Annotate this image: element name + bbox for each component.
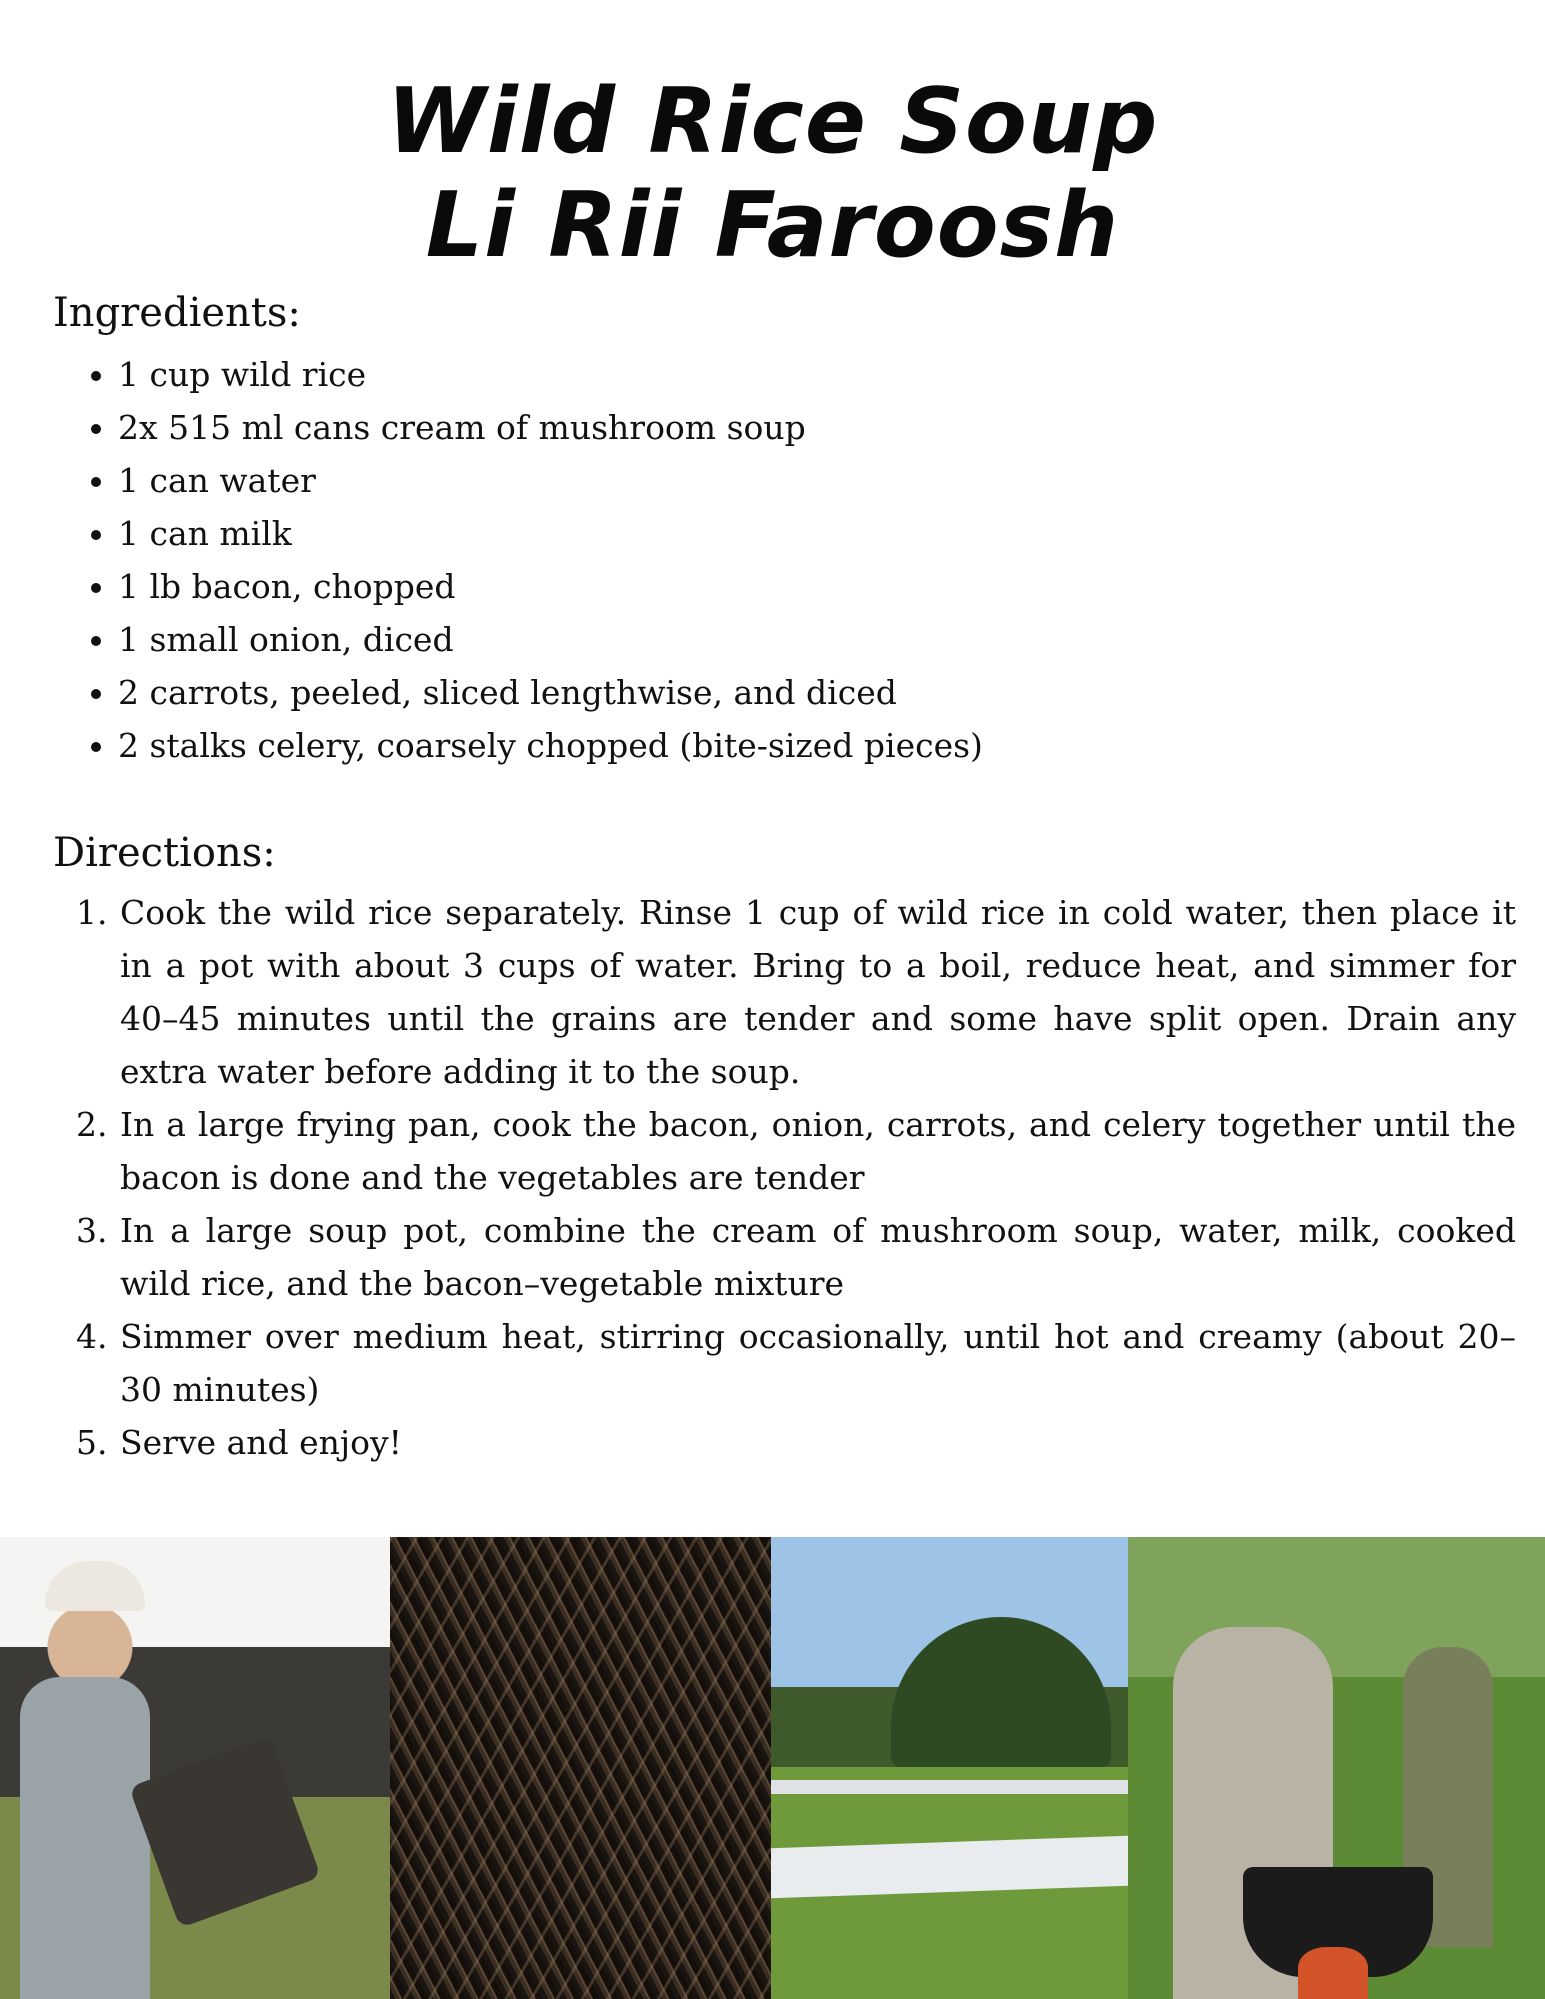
ingredients-heading: Ingredients: (53, 290, 301, 336)
ingredient-item: • 1 can milk (118, 507, 1218, 560)
direction-step: 4. Simmer over medium heat, stirring occasionally, until hot and creamy (about 20–30 minutes) (118, 1310, 1516, 1416)
directions-list (53, 886, 1516, 1469)
ingredient-item: • 1 small onion, diced (118, 613, 1218, 666)
direction-step: 1. Cook the wild rice separately. Rinse 1 cup of wild rice in cold water, then place it in a pot with about 3 cups of water. Bring to a boil, reduce heat, and simmer for 40–45 minutes until the grains are tender and some have split open. Drain any extra water before adding it to the soup. (118, 886, 1516, 1098)
ingredients-list (53, 348, 1218, 772)
directions-heading: Directions: (53, 830, 276, 876)
title-english: Wild Rice Soup (386, 69, 1159, 174)
ingredient-item: • 2 carrots, peeled, sliced lengthwise, and diced (118, 666, 1218, 719)
recipe-title (0, 70, 1545, 278)
ingredient-item: • 2 stalks celery, coarsely chopped (bite-sized pieces) (118, 719, 1218, 772)
photo-men-cooking-rice (1128, 1537, 1545, 1999)
photo-person-figure (20, 1677, 150, 1999)
ingredient-item: • 1 can water (118, 454, 1218, 507)
photo-kettle-figure (129, 1736, 321, 1928)
direction-step: 2. In a large frying pan, cook the bacon, onion, carrots, and celery together until the bacon is done and the vegetables are tender (118, 1098, 1516, 1204)
direction-step: 5. Serve and enjoy! (118, 1416, 1516, 1469)
title-michif: Li Rii Faroosh (425, 173, 1120, 278)
ingredient-item: • 1 cup wild rice (118, 348, 1218, 401)
photo-boy-parching-rice (0, 1537, 390, 1999)
photo-grain-texture (390, 1537, 771, 1999)
photo-cap-figure (45, 1561, 145, 1611)
photo-trees-figure (891, 1617, 1111, 1767)
photo-tarp-figure (771, 1836, 1128, 1898)
photo-wild-rice-grains (390, 1537, 771, 1999)
photo-rice-drying-field (771, 1537, 1128, 1999)
photo-fire-figure (1298, 1947, 1368, 1999)
photo-strip (0, 1537, 1545, 1999)
ingredient-item: • 1 lb bacon, chopped (118, 560, 1218, 613)
direction-step: 3. In a large soup pot, combine the cream of mushroom soup, water, milk, cooked wild rice, and the bacon–vegetable mixture (118, 1204, 1516, 1310)
ingredient-item: • 2x 515 ml cans cream of mushroom soup (118, 401, 1218, 454)
photo-tarp-figure (771, 1780, 1128, 1794)
